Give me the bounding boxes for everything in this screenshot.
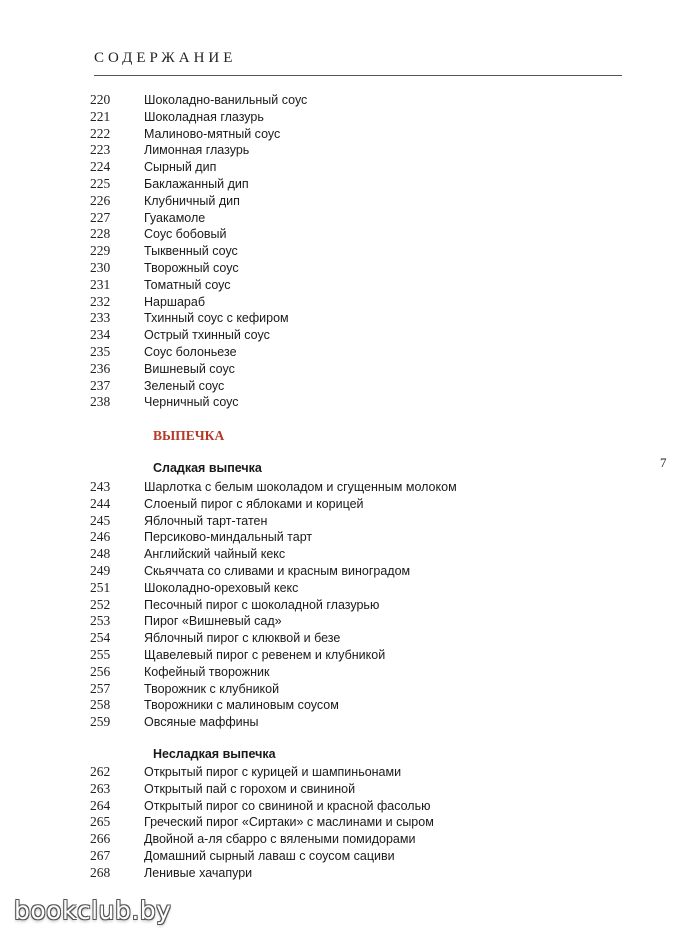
toc-page-number: 233: [90, 310, 111, 326]
toc-entry-title: Яблочный тарт-татен: [144, 513, 268, 528]
toc-page-number: 229: [90, 243, 111, 259]
toc-entry: [0, 126, 700, 143]
toc-page-number: 234: [90, 327, 111, 343]
toc-entry: [0, 681, 700, 698]
toc-entry-title: Английский чайный кекс: [144, 547, 286, 562]
toc-entry: [0, 142, 700, 159]
toc-entry-title: Творожники с малиновым соусом: [144, 698, 339, 713]
watermark-logo: bookclub.by: [14, 896, 172, 925]
toc-entry-title: Скьяччата со сливами и красным виноградом: [144, 563, 411, 578]
toc-page-number: 251: [90, 579, 111, 595]
toc-entry: [0, 109, 700, 126]
toc-page-number: 244: [90, 495, 111, 511]
toc-page-number: 225: [90, 175, 111, 191]
toc-entry: [0, 193, 700, 210]
toc-entry-title: Сырный дип: [144, 160, 217, 175]
toc-entry: [0, 647, 700, 664]
toc-entry: [0, 226, 700, 243]
toc-entry-title: Греческий пирог «Сиртаки» с маслинами и сыром: [144, 815, 434, 830]
toc-entry-title: Ленивые хачапури: [144, 865, 253, 880]
toc-entry: [0, 496, 700, 513]
subsection-sweet-title: Сладкая выпечка: [153, 461, 262, 475]
toc-page-number: 252: [90, 596, 111, 612]
section-heading: ВЫПЕЧКА: [153, 428, 225, 443]
toc-entry: [0, 597, 700, 614]
toc-page-number: 245: [90, 512, 111, 528]
toc-entry-title: Вишневый соус: [144, 361, 235, 376]
toc-page-number: 221: [90, 108, 111, 124]
toc-entry-title: Шоколадно-ореховый кекс: [144, 580, 299, 595]
toc-page-number: 224: [90, 159, 111, 175]
toc-sweet-list: [0, 479, 700, 731]
toc-entry: [0, 260, 700, 277]
toc-entry: [0, 394, 700, 411]
toc-entry: [0, 814, 700, 831]
toc-entry-title: Тхинный соус с кефиром: [144, 311, 289, 326]
toc-entry: [0, 831, 700, 848]
toc-entry: [0, 664, 700, 681]
toc-entry: [0, 613, 700, 630]
subsection-savory-title: Несладкая выпечка: [153, 747, 276, 761]
toc-entry: [0, 327, 700, 344]
toc-page-number: 246: [90, 529, 111, 545]
toc-entry-title: Открытый пай с горохом и свининой: [144, 781, 356, 796]
toc-entry-title: Клубничный дип: [144, 193, 240, 208]
toc-entry: [0, 513, 700, 530]
toc-entry: [0, 529, 700, 546]
toc-page-number: 268: [90, 864, 111, 880]
toc-entry: [0, 546, 700, 563]
toc-entry: [0, 310, 700, 327]
toc-page-number: 236: [90, 360, 111, 376]
toc-entry-title: Зеленый соус: [144, 378, 225, 393]
toc-entry-title: Тыквенный соус: [144, 244, 238, 259]
toc-page-number: 237: [90, 377, 111, 393]
toc-page-number: 226: [90, 192, 111, 208]
toc-page-number: 231: [90, 276, 111, 292]
toc-entry: [0, 277, 700, 294]
toc-entry-title: Двойной а-ля сбарро с вялеными помидорами: [144, 832, 416, 847]
toc-page-number: 235: [90, 343, 111, 359]
toc-entry-title: Гуакамоле: [144, 210, 206, 225]
toc-entry-title: Шарлотка с белым шоколадом и сгущенным молоком: [144, 480, 457, 494]
toc-entry: [0, 563, 700, 580]
toc-page-number: 265: [90, 814, 111, 830]
toc-entry: [0, 630, 700, 647]
toc-entry: [0, 210, 700, 227]
toc-page-number: 254: [90, 630, 111, 646]
toc-entry: [0, 479, 700, 496]
toc-page-number: 222: [90, 125, 111, 141]
toc-page-number: 263: [90, 780, 111, 796]
toc-page-number: 257: [90, 680, 111, 696]
toc-page-number: 243: [90, 479, 111, 494]
toc-page-number: 249: [90, 562, 111, 578]
toc-entry-title: Творожный соус: [144, 260, 239, 275]
page-number: 7: [660, 455, 667, 470]
toc-entry-title: Лимонная глазурь: [144, 143, 250, 158]
toc-entry-title: Песочный пирог с шоколадной глазурью: [144, 597, 380, 612]
toc-sauces-list: [0, 92, 700, 411]
toc-page-number: 232: [90, 293, 111, 309]
toc-entry-title: Черничный соус: [144, 395, 239, 410]
toc-entry-title: Пирог «Вишневый сад»: [144, 614, 282, 629]
toc-entry: [0, 764, 700, 781]
toc-entry-title: Шоколадно-ванильный соус: [144, 93, 308, 107]
toc-entry-title: Томатный соус: [144, 277, 231, 292]
toc-page-number: 264: [90, 797, 111, 813]
toc-entry-title: Малиново-мятный соус: [144, 126, 281, 141]
toc-entry-title: Наршараб: [144, 294, 205, 309]
toc-page-number: 230: [90, 259, 111, 275]
toc-entry-title: Открытый пирог с курицей и шампиньонами: [144, 765, 402, 779]
toc-page-number: 223: [90, 142, 111, 158]
toc-entry-title: Острый тхинный соус: [144, 328, 270, 343]
toc-entry-title: Домашний сырный лаваш с соусом сациви: [144, 848, 395, 863]
toc-page-number: 248: [90, 546, 111, 562]
toc-entry: [0, 378, 700, 395]
toc-entry-title: Яблочный пирог с клюквой и безе: [144, 631, 341, 646]
toc-entry-title: Овсяные маффины: [144, 715, 259, 730]
toc-page-number: 258: [90, 697, 111, 713]
toc-entry: [0, 781, 700, 798]
toc-entry-title: Соус болоньезе: [144, 344, 237, 359]
toc-savory-list: [0, 764, 700, 882]
toc-page-number: 255: [90, 646, 111, 662]
toc-entry: [0, 865, 700, 882]
toc-entry: [0, 798, 700, 815]
toc-entry: [0, 344, 700, 361]
page-header-title: СОДЕРЖАНИЕ: [94, 50, 237, 66]
toc-entry: [0, 580, 700, 597]
toc-page-number: 267: [90, 847, 111, 863]
toc-entry-title: Творожник с клубникой: [144, 681, 280, 696]
toc-entry: [0, 243, 700, 260]
toc-page-number: 266: [90, 831, 111, 847]
toc-entry: [0, 92, 700, 109]
toc-page-number: 228: [90, 226, 111, 242]
toc-entry: [0, 176, 700, 193]
toc-entry: [0, 294, 700, 311]
toc-entry: [0, 361, 700, 378]
toc-entry-title: Персиково-миндальный тарт: [144, 530, 313, 545]
toc-entry: [0, 697, 700, 714]
toc-entry-title: Соус бобовый: [144, 227, 227, 242]
toc-page-number: 220: [90, 92, 111, 107]
toc-entry: [0, 159, 700, 176]
toc-entry-title: Щавелевый пирог с ревенем и клубникой: [144, 647, 386, 662]
toc-entry: [0, 848, 700, 865]
toc-page-number: 256: [90, 663, 111, 679]
header-rule: [94, 75, 622, 76]
toc-entry-title: Открытый пирог со свининой и красной фасолью: [144, 798, 431, 813]
toc-page-number: 259: [90, 714, 111, 730]
toc-entry-title: Баклажанный дип: [144, 176, 249, 191]
toc-entry-title: Кофейный творожник: [144, 664, 270, 679]
toc-page-number: 262: [90, 764, 111, 779]
toc-page-number: 238: [90, 394, 111, 410]
toc-entry: [0, 714, 700, 731]
toc-page-number: 227: [90, 209, 111, 225]
toc-entry-title: Слоеный пирог с яблоками и корицей: [144, 496, 364, 511]
toc-page-number: 253: [90, 613, 111, 629]
toc-entry-title: Шоколадная глазурь: [144, 109, 264, 124]
